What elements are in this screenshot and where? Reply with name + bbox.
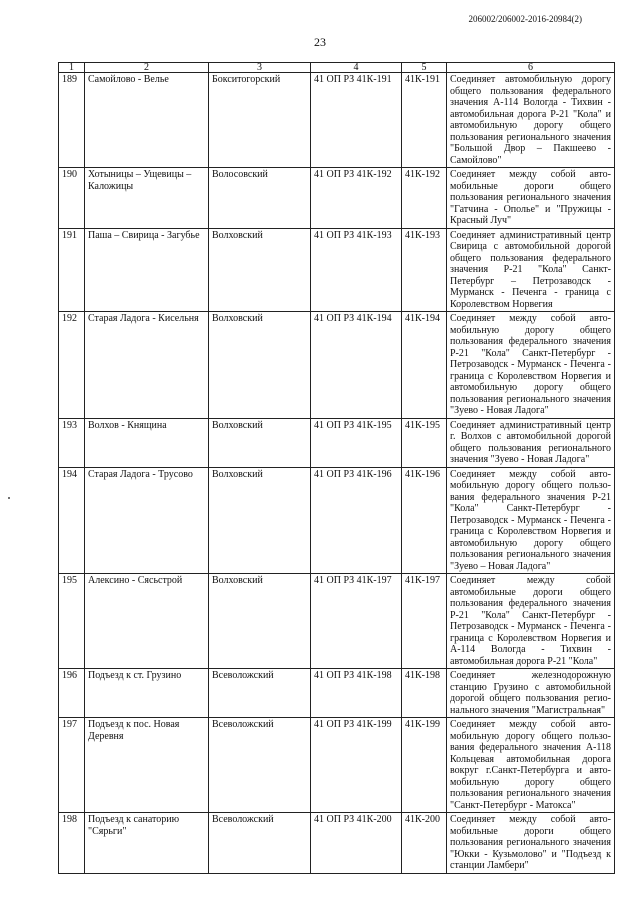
scan-speck: [8, 497, 10, 499]
road-name: Паша – Свирица - Загубье: [85, 228, 209, 312]
table-row: [59, 669, 615, 718]
road-name: Волхов - Княщина: [85, 418, 209, 467]
road-name: Самойлово - Велье: [85, 73, 209, 168]
page-number: 23: [314, 35, 326, 49]
road-description: Соединяет между собой авто-мобильную дорогу общего пользо-вания федерального значения А-118 Кольцевая автомобильная дорога вокруг г.Санкт-Петербурга и авто-мобильную дорогу общего пользования регионального значения "Санкт-Петербург - Матокса": [447, 718, 615, 813]
roads-table: [58, 62, 615, 874]
column-header: 6: [447, 63, 615, 73]
district: Всеволожский: [209, 813, 311, 874]
road-name: Подъезд к санаторию "Сярьги": [85, 813, 209, 874]
road-name: Старая Ладога - Трусово: [85, 467, 209, 574]
road-description: Соединяет автомобильную дорогу общего пользования федерального значения А-114 Вологда - Тихвин - автомобильная дорога Р-21 "Кола" и автомобильную дорогу общего пользования регионального значения "Большой Двор – Пакшеево - Самойлово": [447, 73, 615, 168]
column-header: 2: [85, 63, 209, 73]
road-description: Соединяет железнодорожную станцию Грузино с автомобильной дорогой общего пользования регио-нального значения "Магистральная": [447, 669, 615, 718]
table-row: [59, 73, 615, 168]
road-description: Соединяет между собой авто-мобильную дорогу общего пользо-вания федерального значения Р-21 "Кола" Санкт-Петербург - Петрозаводск - Мурманск - Печенга - граница с Королевством Норвегия и автомобильную дорогу общего пользования регионального значения "Зуево – Новая Ладога": [447, 467, 615, 574]
table-row: [59, 718, 615, 813]
table-row: [59, 813, 615, 874]
road-code: 41К-196: [402, 467, 447, 574]
road-description: Соединяет административный центр г. Волхов с автомобильной дорогой общего пользования регионального значения "Зуево - Новая Ладога": [447, 418, 615, 467]
road-id: 41 ОП РЗ 41К-191: [311, 73, 402, 168]
road-description: Соединяет между собой автомобильные дороги общего пользования федерального значения Р-21 "Кола" Санкт-Петербург - Петрозаводск - Мурманск - Печенга - граница с Королевством Норвегия и А-114 Вологда - Тихвин - автомобильная дорога Р-21 "Кола": [447, 574, 615, 669]
road-code: 41К-195: [402, 418, 447, 467]
column-header: 3: [209, 63, 311, 73]
road-id: 41 ОП РЗ 41К-199: [311, 718, 402, 813]
row-number: 198: [59, 813, 85, 874]
road-name: Подъезд к пос. Новая Деревня: [85, 718, 209, 813]
road-id: 41 ОП РЗ 41К-193: [311, 228, 402, 312]
road-id: 41 ОП РЗ 41К-196: [311, 467, 402, 574]
district: Волховский: [209, 312, 311, 419]
road-description: Соединяет между собой авто-мобильную дорогу общего пользования федерального значения Р-21 "Кола" Санкт-Петербург - Петрозаводск - Мурманск - Печенга - граница с Королевством Норвегия и автомобильную дорогу общего пользования регионального значения "Зуево - Новая Ладога": [447, 312, 615, 419]
table-row: [59, 574, 615, 669]
road-id: 41 ОП РЗ 41К-192: [311, 168, 402, 229]
column-header: 1: [59, 63, 85, 73]
district: Волховский: [209, 228, 311, 312]
table-row: [59, 467, 615, 574]
row-number: 191: [59, 228, 85, 312]
road-code: 41К-193: [402, 228, 447, 312]
road-code: 41К-191: [402, 73, 447, 168]
column-header-row: [59, 63, 615, 73]
row-number: 194: [59, 467, 85, 574]
column-header: 5: [402, 63, 447, 73]
road-name: Алексино - Сясьстрой: [85, 574, 209, 669]
road-code: 41К-199: [402, 718, 447, 813]
table-row: [59, 418, 615, 467]
row-number: 190: [59, 168, 85, 229]
road-name: Старая Ладога - Кисельня: [85, 312, 209, 419]
district: Бокситогорский: [209, 73, 311, 168]
row-number: 196: [59, 669, 85, 718]
district: Волховский: [209, 574, 311, 669]
road-code: 41К-200: [402, 813, 447, 874]
district: Волосовский: [209, 168, 311, 229]
column-header: 4: [311, 63, 402, 73]
road-description: Соединяет между собой авто-мобильные дороги общего пользования регионального значения "Гатчина - Ополье" и "Пружицы - Красный Луч": [447, 168, 615, 229]
road-name: Хотыницы – Ущевицы – Каложицы: [85, 168, 209, 229]
row-number: 189: [59, 73, 85, 168]
road-id: 41 ОП РЗ 41К-197: [311, 574, 402, 669]
row-number: 192: [59, 312, 85, 419]
district: Волховский: [209, 467, 311, 574]
road-description: Соединяет административный центр Свирица с автомобильной дорогой общего пользования федерального значения Р-21 "Кола" Санкт-Петербург – Петрозаводск - Мурманск - Печенга - граница с Королевством Норвегия: [447, 228, 615, 312]
row-number: 193: [59, 418, 85, 467]
road-code: 41К-192: [402, 168, 447, 229]
road-code: 41К-194: [402, 312, 447, 419]
road-code: 41К-198: [402, 669, 447, 718]
road-id: 41 ОП РЗ 41К-195: [311, 418, 402, 467]
row-number: 197: [59, 718, 85, 813]
road-id: 41 ОП РЗ 41К-194: [311, 312, 402, 419]
table-row: [59, 168, 615, 229]
row-number: 195: [59, 574, 85, 669]
document-number: 206002/206002-2016-20984(2): [468, 14, 582, 24]
district: Волховский: [209, 418, 311, 467]
district: Всеволожский: [209, 718, 311, 813]
district: Всеволожский: [209, 669, 311, 718]
table-row: [59, 228, 615, 312]
road-code: 41К-197: [402, 574, 447, 669]
road-description: Соединяет между собой авто-мобильные дороги общего пользования регионального значения "Юкки - Кузьмолово" и "Подъезд к станции Ламбери": [447, 813, 615, 874]
road-id: 41 ОП РЗ 41К-200: [311, 813, 402, 874]
road-id: 41 ОП РЗ 41К-198: [311, 669, 402, 718]
table-row: [59, 312, 615, 419]
road-name: Подъезд к ст. Грузино: [85, 669, 209, 718]
